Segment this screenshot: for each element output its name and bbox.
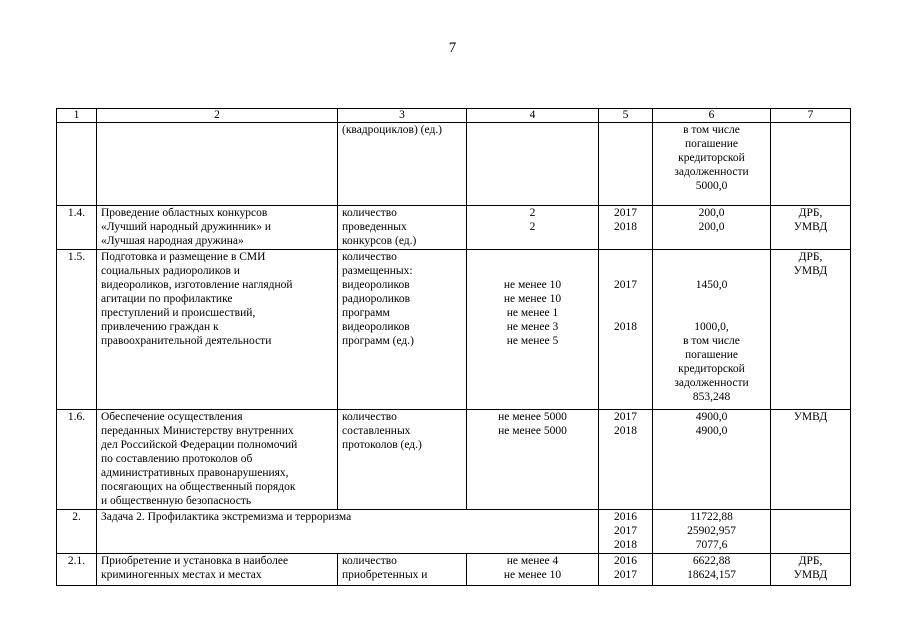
cell-line: криминогенных местах и местах	[101, 569, 262, 581]
cell-line: 4900,0	[695, 425, 728, 437]
cell-line: 2017	[614, 569, 637, 581]
indicator-cell	[338, 206, 467, 250]
value-cell	[467, 554, 599, 586]
cell-line: приобретенных и	[342, 569, 428, 581]
cell-line: погашение	[684, 349, 739, 361]
row-number: 1.6.	[57, 410, 97, 510]
cell-line: в том числе	[683, 335, 740, 347]
cell-line: 200,0	[698, 207, 725, 219]
table-row	[57, 250, 851, 410]
cell-line: не менее 10	[503, 569, 562, 581]
cell-line: видеороликов	[342, 321, 410, 333]
activity-cell	[97, 510, 599, 554]
cell-line: Подготовка и размещение в СМИ	[101, 251, 266, 263]
row-number: 2.	[57, 510, 97, 554]
cell-line: составленных	[342, 425, 411, 437]
cell-line: количество	[342, 555, 397, 567]
cell-line: количество	[342, 251, 397, 263]
value-cell	[467, 123, 599, 206]
cell-line: Проведение областных конкурсов	[101, 207, 268, 219]
value-cell	[467, 410, 599, 510]
cell-line: 7077,6	[695, 539, 728, 551]
executor-cell	[771, 510, 851, 554]
activity-cell	[97, 206, 338, 250]
cell-line: размещенных:	[342, 265, 413, 277]
cell-line: административных правонарушениях,	[101, 467, 289, 479]
cell-line: привлечению граждан к	[101, 321, 219, 333]
cell-line: не менее 5000	[498, 425, 567, 437]
cell-line: Приобретение и установка в наиболее	[101, 555, 289, 567]
activity-cell	[97, 410, 338, 510]
value-cell	[467, 206, 599, 250]
cell-line: 2	[529, 221, 536, 233]
cell-line	[657, 264, 766, 278]
cell-line: УМВД	[793, 569, 828, 581]
program-table	[56, 108, 851, 586]
row-number: 1.5.	[57, 250, 97, 410]
column-header: 6	[653, 109, 771, 123]
cell-line: 2016	[614, 555, 637, 567]
column-header: 3	[338, 109, 467, 123]
column-header: 5	[599, 109, 653, 123]
table-row	[57, 510, 851, 554]
cell-line: проведенных	[342, 221, 407, 233]
cell-line: 2018	[614, 425, 637, 437]
cell-line: количество	[342, 207, 397, 219]
cell-line: программ (ед.)	[342, 335, 414, 347]
cell-line: 2017	[614, 411, 637, 423]
cell-line: и общественную безопасность	[101, 495, 252, 507]
cell-line: УМВД	[793, 221, 828, 233]
cell-line	[603, 292, 648, 306]
cell-line: 2017	[614, 279, 637, 291]
cell-line: Обеспечение осуществления	[101, 411, 243, 423]
cell-line: программ	[342, 307, 390, 319]
cell-line: не менее 10	[503, 279, 562, 291]
cell-line: 5000,0	[695, 180, 728, 192]
cell-line: ДРБ,	[798, 251, 823, 263]
row-number	[57, 123, 97, 206]
activity-cell	[97, 554, 338, 586]
indicator-cell	[338, 410, 467, 510]
column-header: 7	[771, 109, 851, 123]
table-row	[57, 554, 851, 586]
cell-line: дел Российской Федерации полномочий	[101, 439, 298, 451]
cell-line: «Лучший народный дружинник» и	[101, 221, 272, 233]
cell-line: переданных Министерству внутренних	[101, 425, 294, 437]
cell-line: конкурсов (ед.)	[342, 235, 417, 247]
cell-line: агитации по профилактике	[101, 293, 233, 305]
year-cell	[599, 510, 653, 554]
cell-line: не менее 5000	[498, 411, 567, 423]
row-number: 2.1.	[57, 554, 97, 586]
cell-line	[471, 250, 594, 264]
table-body	[57, 109, 851, 586]
cell-line: радиороликов	[342, 293, 411, 305]
cell-line	[603, 306, 648, 320]
cell-line: 4900,0	[695, 411, 728, 423]
year-cell	[599, 206, 653, 250]
cell-line: ДРБ,	[798, 555, 823, 567]
cell-line: кредиторской	[678, 152, 745, 164]
cell-line: 11722,88	[690, 511, 733, 523]
row-number: 1.4.	[57, 206, 97, 250]
cell-line: Задача 2. Профилактика экстремизма и терроризма	[101, 511, 352, 523]
cell-line	[471, 264, 594, 278]
cell-line: количество	[342, 411, 397, 423]
cell-line: погашение	[684, 138, 739, 150]
cell-line: правоохранительной деятельности	[101, 335, 272, 347]
page-number: 7	[448, 40, 457, 56]
funding-cell	[653, 123, 771, 206]
cell-line	[603, 250, 648, 264]
cell-line: социальных радиороликов и	[101, 265, 240, 277]
cell-line: ДРБ,	[798, 207, 823, 219]
cell-line: 2018	[614, 321, 637, 333]
year-cell	[599, 410, 653, 510]
executor-cell	[771, 206, 851, 250]
funding-cell	[653, 206, 771, 250]
header-row	[57, 109, 851, 123]
cell-line: в том числе	[683, 124, 740, 136]
cell-line: 1450,0	[695, 279, 728, 291]
executor-cell	[771, 554, 851, 586]
cell-line: УМВД	[793, 265, 828, 277]
cell-line: 2016	[614, 511, 637, 523]
cell-line	[657, 292, 766, 306]
cell-line: не менее 3	[506, 321, 559, 333]
indicator-cell	[338, 250, 467, 410]
cell-line: 853,248	[692, 391, 731, 403]
cell-line: УМВД	[793, 411, 828, 423]
cell-line: не менее 5	[506, 335, 559, 347]
cell-line: преступлений и происшествий,	[101, 307, 256, 319]
cell-line	[657, 306, 766, 320]
cell-line: кредиторской	[678, 363, 745, 375]
cell-line: 2017	[614, 525, 637, 537]
cell-line: протоколов (ед.)	[342, 439, 422, 451]
indicator-cell	[338, 123, 467, 206]
cell-line: (квадроциклов) (ед.)	[342, 124, 443, 136]
activity-cell	[97, 123, 338, 206]
cell-line: 18624,157	[687, 569, 736, 581]
cell-line: 2018	[614, 221, 637, 233]
value-cell	[467, 250, 599, 410]
cell-line: по составлению протоколов об	[101, 453, 253, 465]
cell-line: не менее 1	[506, 307, 559, 319]
year-cell	[599, 123, 653, 206]
cell-line: 2018	[614, 539, 637, 551]
cell-line	[603, 264, 648, 278]
cell-line: не менее 4	[506, 555, 559, 567]
cell-line: 1000,0,	[694, 321, 729, 333]
cell-line: «Лучшая народная дружина»	[101, 235, 244, 247]
cell-line: 2017	[614, 207, 637, 219]
cell-line: 6622,88	[692, 555, 731, 567]
funding-cell	[653, 250, 771, 410]
column-header: 2	[97, 109, 338, 123]
executor-cell	[771, 250, 851, 410]
cell-line: задолженности	[674, 166, 749, 178]
executor-cell	[771, 410, 851, 510]
cell-line: 25902,957	[687, 525, 736, 537]
funding-cell	[653, 410, 771, 510]
funding-cell	[653, 554, 771, 586]
cell-line: видеороликов	[342, 279, 410, 291]
executor-cell	[771, 123, 851, 206]
cell-line: 2	[529, 207, 536, 219]
indicator-cell	[338, 554, 467, 586]
cell-line: 200,0	[698, 221, 725, 233]
column-header: 4	[467, 109, 599, 123]
table-row	[57, 206, 851, 250]
year-cell	[599, 554, 653, 586]
cell-line: видеороликов, изготовление наглядной	[101, 279, 293, 291]
table-row	[57, 410, 851, 510]
year-cell	[599, 250, 653, 410]
cell-line: не менее 10	[503, 293, 562, 305]
activity-cell	[97, 250, 338, 410]
funding-cell	[653, 510, 771, 554]
cell-line: посягающих на общественный порядок	[101, 481, 296, 493]
table-row	[57, 123, 851, 206]
cell-line	[657, 250, 766, 264]
cell-line: задолженности	[674, 377, 749, 389]
column-header: 1	[57, 109, 97, 123]
